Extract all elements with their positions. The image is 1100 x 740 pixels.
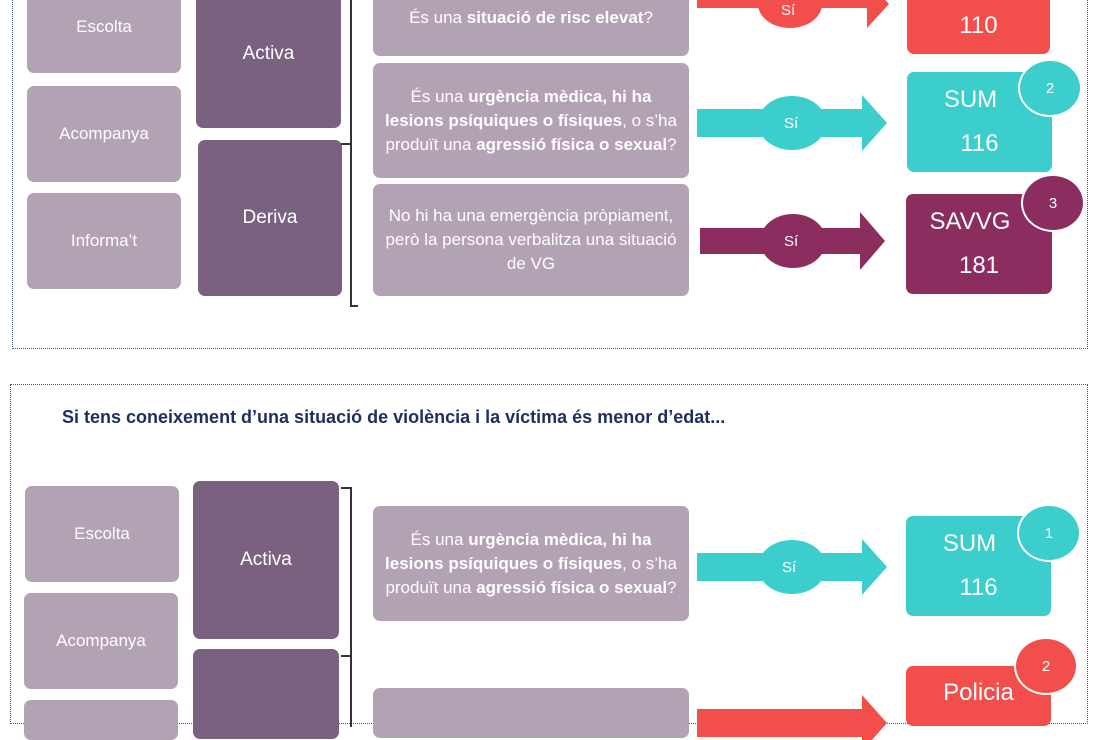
dest-policia-name: Policia — [943, 679, 1014, 706]
activa-box-bottom: Activa — [193, 481, 339, 639]
question-medical-bottom — [373, 506, 689, 621]
arrow-plum — [700, 212, 900, 272]
badge-3-top: 3 — [1021, 174, 1085, 232]
si-label-1: Sí — [781, 2, 796, 19]
bracket-bottom-tip — [341, 655, 351, 657]
bracket-bottom — [350, 487, 352, 727]
badge-2-top: 2 — [1018, 59, 1082, 117]
si-label-2: Sí — [784, 115, 799, 132]
bracket-tip — [341, 143, 351, 145]
section-title: Si tens coneixement d’una situació de violència i la víctima és menor d’edat... — [62, 407, 726, 427]
deriva-box-bottom — [193, 649, 339, 739]
si-label-3: Sí — [784, 233, 799, 250]
dest-savvg-number: 181 — [958, 252, 1000, 279]
informat-box-bottom — [24, 700, 178, 740]
dest-sum-bottom-number: 116 — [959, 574, 998, 601]
dest-110 — [907, 0, 1050, 54]
dest-sum-bottom-name: SUM — [942, 530, 997, 557]
badge-2-bottom: 2 — [1014, 637, 1078, 695]
arrow-red-bottom — [697, 693, 897, 733]
dest-sum-number: 116 — [960, 130, 999, 157]
bracket-end — [350, 305, 358, 307]
bracket-bottom-top — [341, 487, 351, 489]
acompanya-box: Acompanya — [27, 86, 181, 182]
question-medical-text: És una urgència mèdica, hi ha lesions psíquiques o físiques, o s’ha produït una agressió física o sexual? — [385, 86, 677, 154]
escolta-box: Escolta — [27, 0, 181, 73]
bracket — [350, 0, 352, 306]
question-risk — [373, 0, 689, 56]
activa-box: Activa — [196, 0, 341, 128]
question-medical-bottom-text: És una urgència mèdica, hi ha lesions psíquiques o físiques, o s’ha produït una agressió física o sexual? — [385, 529, 677, 597]
deriva-box: Deriva — [198, 140, 342, 296]
dest-savvg-name: SAVVG — [929, 208, 1011, 235]
question-vg-text: No hi ha una emergència pròpiament, però la persona verbalitza una situació de VG — [385, 206, 677, 273]
escolta-box-bottom: Escolta — [25, 486, 179, 582]
informat-box: Informa’t — [27, 193, 181, 289]
question-vg — [373, 184, 689, 296]
dest-sum-name: SUM — [943, 86, 998, 113]
question-risk-text: És una situació de risc elevat? — [409, 8, 653, 27]
arrow-teal-bottom — [697, 539, 897, 599]
badge-1-bottom: 1 — [1017, 504, 1081, 562]
acompanya-box-bottom: Acompanya — [24, 593, 178, 689]
dest-110-number: 110 — [959, 12, 998, 39]
arrow-red — [697, 0, 897, 50]
question-bottom-2 — [373, 688, 689, 738]
si-label-bottom: Sí — [782, 559, 797, 576]
question-medical — [373, 63, 689, 178]
